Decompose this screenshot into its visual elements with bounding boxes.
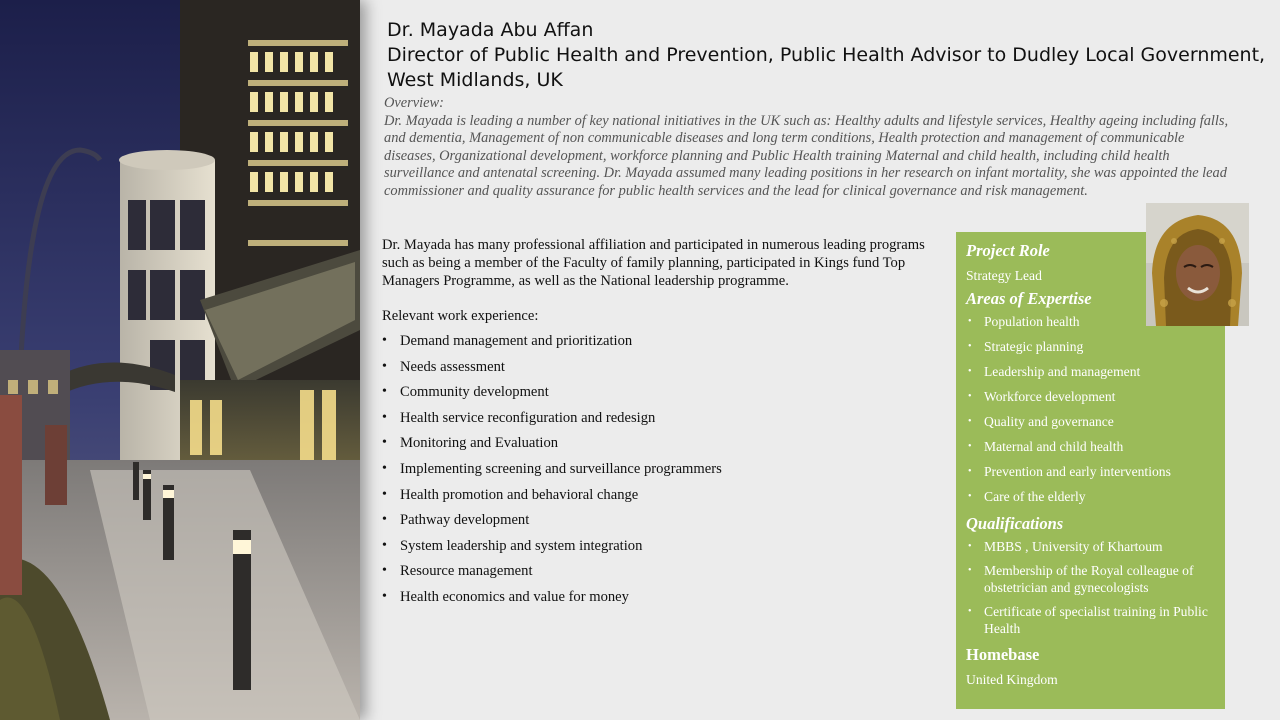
homebase-heading: Homebase <box>966 645 1040 664</box>
job-title-line-2: West Midlands, UK <box>387 69 563 91</box>
experience-label: Relevant work experience: <box>382 308 539 324</box>
building-photo <box>0 0 360 720</box>
job-title-line-1: Director of Public Health and Prevention, Public Health Advisor to Dudley Local Government, <box>387 44 1266 66</box>
expertise-list <box>966 313 1221 505</box>
experience-list <box>382 332 942 614</box>
list-item: • Care of the elderly <box>966 488 1221 505</box>
list-item: • Quality and governance <box>966 413 1221 430</box>
list-item: • Health promotion and behavioral change <box>382 486 942 512</box>
overview-section <box>384 95 1234 201</box>
expertise-heading: Areas of Expertise <box>966 289 1092 308</box>
list-item: • Needs assessment <box>382 358 942 384</box>
list-item: • Monitoring and Evaluation <box>382 434 942 460</box>
list-item: • Health service reconfiguration and redesign <box>382 409 942 435</box>
list-item: • MBBS , University of Khartoum <box>966 538 1221 555</box>
list-item: • Workforce development <box>966 388 1221 405</box>
list-item: • System leadership and system integration <box>382 537 942 563</box>
portrait-photo <box>1146 203 1249 326</box>
list-item: • Maternal and child health <box>966 438 1221 455</box>
list-item: • Resource management <box>382 562 942 588</box>
list-item: • Strategic planning <box>966 338 1221 355</box>
project-role-heading: Project Role <box>966 241 1050 260</box>
affiliation-paragraph: Dr. Mayada has many professional affiliation and participated in numerous leading programs such as being a member of the Faculty of family planning, participated in Kings fund Top Managers Programme, as well as the National leadership programme. <box>382 237 925 289</box>
overview-text: Dr. Mayada is leading a number of key national initiatives in the UK such as: Healthy adults and lifestyle services, Healthy ageing including falls, and dementia, Management of non communicable diseases and long term conditions, Health protection and management of communicable diseases, Organizational development, workforce planning and Public Health training Maternal and child health, including child health surveillance and antenatal screening. Dr. Mayada assumed many leading positions in her research on infant mortality, she was appointed the lead commissioner and quality assurance for public health services and the lead for clinical governance and risk management. <box>384 112 1229 199</box>
project-role-value: Strategy Lead <box>966 268 1042 283</box>
list-item: • Implementing screening and surveillance programmers <box>382 460 942 486</box>
list-item: • Prevention and early interventions <box>966 463 1221 480</box>
list-item: • Pathway development <box>382 511 942 537</box>
list-item: • Population health <box>966 313 1221 330</box>
list-item: • Health economics and value for money <box>382 588 942 614</box>
list-item: • Community development <box>382 383 942 409</box>
list-item: • Membership of the Royal colleague of obstetrician and gynecologists <box>966 562 1221 596</box>
homebase-value: United Kingdom <box>966 672 1058 687</box>
overview-label: Overview: <box>384 95 444 111</box>
list-item: • Demand management and prioritization <box>382 332 942 358</box>
qualifications-list <box>966 538 1221 637</box>
list-item: • Certificate of specialist training in Public Health <box>966 603 1221 637</box>
list-item: • Leadership and management <box>966 363 1221 380</box>
person-name: Dr. Mayada Abu Affan <box>387 19 594 41</box>
profile-header <box>387 18 1266 93</box>
qualifications-heading: Qualifications <box>966 514 1064 533</box>
